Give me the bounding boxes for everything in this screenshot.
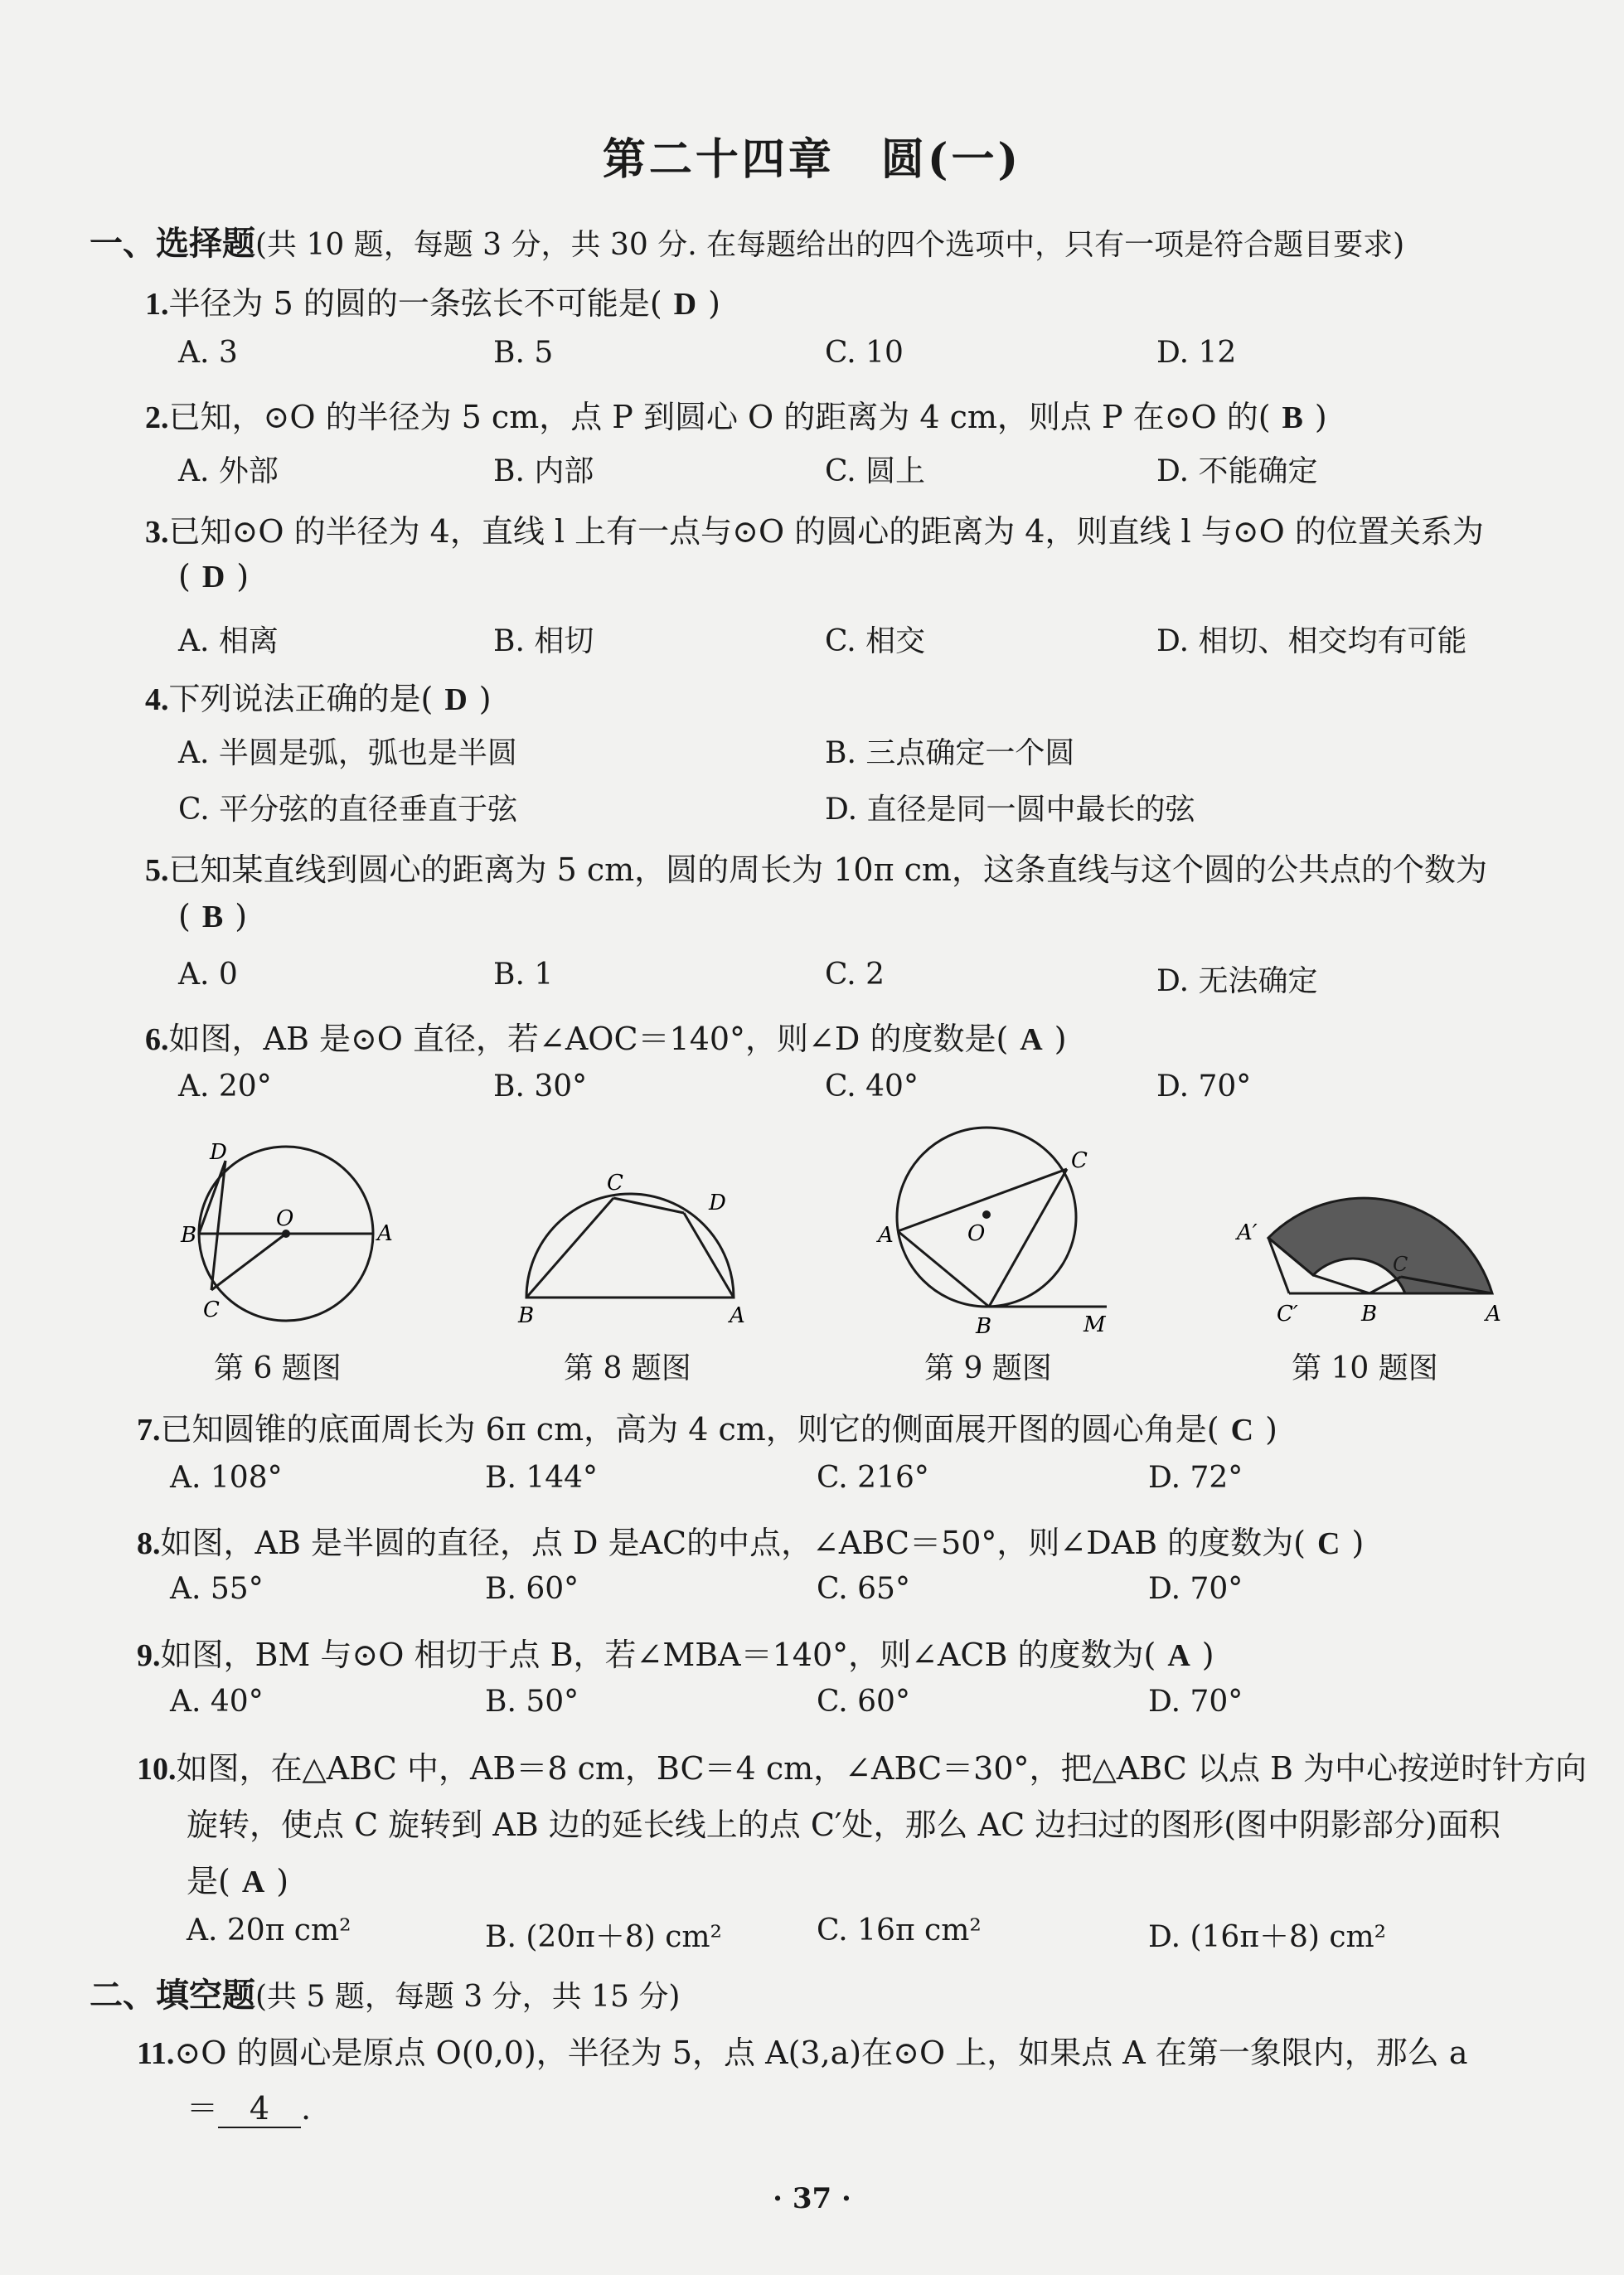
option-a: A. 20°	[178, 1070, 272, 1104]
label-c-prime: C′	[1277, 1302, 1298, 1327]
option-d: D. 直径是同一圆中最长的弦	[825, 793, 1195, 827]
equals-sign: ＝	[187, 2090, 219, 2127]
options-4b	[178, 786, 1588, 827]
question-text: 下列说法正确的是(	[168, 681, 434, 717]
question-4	[145, 673, 492, 719]
option-c: C. 平分弦的直径垂直于弦	[178, 793, 518, 827]
option-c: C. 圆上	[825, 454, 926, 488]
options-5	[178, 958, 1588, 999]
option-b: B. 相切	[493, 624, 594, 658]
options-3	[178, 618, 1588, 659]
option-a: A. 40°	[170, 1685, 264, 1719]
options-7	[170, 1461, 1579, 1502]
question-text: 已知，⊙O 的半径为 5 cm，点 P 到圆心 O 的距离为 4 cm，则点 P 在⊙O 的(	[168, 399, 1271, 435]
options-8	[170, 1572, 1579, 1613]
question-number: 10.	[137, 1752, 177, 1787]
question-number: 5.	[145, 853, 169, 888]
options-2	[178, 448, 1588, 489]
option-d: D. 12	[1156, 336, 1237, 370]
paren: )	[1201, 1637, 1214, 1673]
option-d: D. 70°	[1148, 1572, 1243, 1606]
page-number: · 37 ·	[773, 2182, 851, 2215]
question-number: 9.	[137, 1638, 161, 1673]
option-c: C. 60°	[817, 1685, 910, 1719]
label-c: C	[607, 1171, 623, 1196]
option-c: C. 40°	[825, 1070, 919, 1104]
option-b: B. (20π＋8) cm²	[485, 1920, 722, 1954]
figure-10	[1227, 1157, 1509, 1339]
option-c: C. 16π cm²	[817, 1914, 982, 1948]
question-number: 4.	[145, 682, 169, 717]
label-b: B	[181, 1223, 197, 1248]
option-d: D. 72°	[1148, 1461, 1243, 1495]
option-d: D. 无法确定	[1156, 964, 1318, 998]
question-text: 如图，AB 是半圆的直径，点 D 是AC的中点，∠ABC＝50°，则∠DAB 的度数为(	[160, 1525, 1306, 1561]
label-a: A	[730, 1303, 745, 1328]
option-a: A. 3	[178, 336, 238, 370]
section-1-label: 一、选择题	[90, 224, 255, 263]
label-a: A	[878, 1223, 894, 1248]
section-2-note: (共 5 题，每题 3 分，共 15 分)	[255, 1980, 681, 2014]
question-number: 11.	[137, 2036, 175, 2071]
question-3-answer-line	[178, 558, 249, 595]
question-text: ⊙O 的圆心是原点 O(0,0)，半径为 5，点 A(3,a)在⊙O 上，如果点 A 在第一象限内，那么 a	[174, 2035, 1468, 2071]
paren: )	[236, 558, 250, 594]
question-text: 如图，AB 是⊙O 直径，若∠AOC＝140°，则∠D 的度数是(	[168, 1021, 1009, 1057]
question-number: 2.	[145, 400, 169, 435]
paren: )	[1351, 1525, 1365, 1561]
paren: )	[1314, 399, 1327, 435]
option-d: D. (16π＋8) cm²	[1148, 1920, 1387, 1954]
option-b: B. 30°	[493, 1070, 588, 1104]
paren: )	[276, 1863, 289, 1899]
question-number: 7.	[137, 1413, 161, 1448]
option-d: D. 70°	[1148, 1685, 1243, 1719]
question-text: 已知圆锥的底面周长为 6π cm，高为 4 cm，则它的侧面展开图的圆心角是(	[160, 1411, 1219, 1448]
section-2-label: 二、填空题	[90, 1976, 255, 2015]
paren: (	[178, 558, 191, 594]
options-10	[187, 1914, 1596, 1955]
option-b: B. 60°	[485, 1572, 579, 1606]
label-b: B	[518, 1303, 535, 1328]
label-b: B	[976, 1314, 992, 1339]
options-4a	[178, 730, 1588, 771]
label-d: D	[210, 1140, 227, 1165]
question-6	[145, 1013, 1067, 1059]
figure-9	[866, 1119, 1140, 1343]
label-c: C	[203, 1298, 220, 1322]
section-1-note: (共 10 题，每题 3 分，共 30 分. 在每题给出的四个选项中，只有一项是符合题目要求)	[255, 228, 1405, 262]
answer: A	[1167, 1638, 1190, 1673]
question-10	[137, 1743, 1587, 1788]
option-a: A. 108°	[170, 1461, 283, 1495]
section-1-header	[90, 217, 1404, 264]
option-a: A. 外部	[178, 454, 279, 488]
label-c: C	[1393, 1253, 1408, 1276]
question-2	[145, 391, 1327, 437]
question-number: 6.	[145, 1022, 169, 1057]
answer: C	[1317, 1526, 1340, 1561]
answer: A	[1020, 1022, 1043, 1057]
option-d: D. 不能确定	[1156, 454, 1318, 488]
label-o: O	[967, 1221, 986, 1246]
answer: C	[1230, 1413, 1254, 1448]
chapter-title: 第二十四章 圆(一)	[602, 134, 1022, 185]
question-1	[145, 278, 720, 323]
figure-10-caption: 第 10 题图	[1292, 1351, 1438, 1385]
option-c: C. 216°	[817, 1461, 929, 1495]
answer: A	[241, 1865, 265, 1899]
question-number: 8.	[137, 1526, 161, 1561]
label-b: B	[1361, 1302, 1378, 1327]
question-text: 已知某直线到圆心的距离为 5 cm，圆的周长为 10π cm，这条直线与这个圆的公共点的个数为	[168, 851, 1487, 888]
answer-blank: 4	[218, 2090, 301, 2128]
label-a-prime: A′	[1237, 1220, 1258, 1245]
option-a: A. 相离	[178, 624, 279, 658]
figure-8-caption: 第 8 题图	[564, 1351, 691, 1385]
question-7	[137, 1404, 1277, 1449]
answer: B	[1282, 400, 1303, 435]
question-3	[145, 506, 1484, 551]
question-9	[137, 1629, 1214, 1675]
option-b: B. 1	[493, 958, 554, 992]
question-11-answer-line	[187, 2083, 311, 2128]
label-d: D	[709, 1191, 726, 1215]
question-8	[137, 1517, 1364, 1563]
option-b: B. 50°	[485, 1685, 579, 1719]
question-text: 如图，BM 与⊙O 相切于点 B，若∠MBA＝140°，则∠ACB 的度数为(	[160, 1637, 1156, 1673]
option-c: C. 相交	[825, 624, 926, 658]
answer: D	[444, 682, 468, 717]
paren: )	[478, 681, 492, 717]
option-b: B. 内部	[493, 454, 594, 488]
question-number: 3.	[145, 515, 169, 550]
section-2-header	[90, 1969, 680, 2016]
label-a: A	[1486, 1302, 1501, 1327]
paren: )	[1054, 1021, 1067, 1057]
question-11	[137, 2027, 1468, 2073]
option-b: B. 5	[493, 336, 554, 370]
figure-6	[170, 1136, 410, 1351]
figure-6-caption: 第 6 题图	[214, 1351, 342, 1385]
question-text: 半径为 5 的圆的一条弦长不可能是(	[168, 285, 662, 322]
question-5	[145, 844, 1487, 890]
label-o: O	[276, 1206, 294, 1231]
label-a: A	[377, 1221, 393, 1246]
question-10-line3	[187, 1855, 288, 1901]
option-a: A. 0	[178, 958, 238, 992]
question-text: 是(	[187, 1863, 230, 1899]
question-text: 旋转，使点 C 旋转到 AB 边的延长线上的点 C′处，那么 AC 边扫过的图形(图中阴影部分)面积	[187, 1807, 1500, 1843]
answer: D	[673, 287, 697, 322]
option-d: D. 相切、相交均有可能	[1156, 624, 1467, 658]
option-a: A. 55°	[170, 1572, 264, 1606]
question-5-answer-line	[178, 898, 247, 935]
option-d: D. 70°	[1156, 1070, 1252, 1104]
paren: )	[1265, 1411, 1277, 1448]
label-m: M	[1083, 1312, 1106, 1337]
option-a: A. 20π cm²	[187, 1914, 351, 1948]
label-c: C	[1071, 1148, 1088, 1173]
options-9	[170, 1685, 1579, 1726]
question-text: 如图，在△ABC 中，AB＝8 cm，BC＝4 cm，∠ABC＝30°，把△ABC 以点 B 为中心按逆时针方向	[176, 1750, 1588, 1787]
paren: (	[178, 898, 191, 934]
option-a: A. 半圆是弧，弧也是半圆	[178, 736, 517, 770]
options-6	[178, 1070, 1588, 1111]
option-c: C. 10	[825, 336, 904, 370]
figure-8	[506, 1157, 771, 1339]
paren: )	[235, 898, 248, 934]
question-text: 已知⊙O 的半径为 4，直线 l 上有一点与⊙O 的圆心的距离为 4，则直线 l 与⊙O 的位置关系为	[168, 513, 1484, 550]
answer: D	[201, 560, 225, 594]
paren: )	[708, 285, 720, 322]
answer: B	[201, 900, 224, 934]
options-1	[178, 336, 1588, 377]
option-c: C. 2	[825, 958, 885, 992]
option-c: C. 65°	[817, 1572, 910, 1606]
question-number: 1.	[145, 287, 169, 322]
period: .	[301, 2090, 312, 2127]
question-10-line2	[187, 1799, 1500, 1845]
option-b: B. 144°	[485, 1461, 599, 1495]
option-b: B. 三点确定一个圆	[825, 736, 1075, 770]
figure-9-caption: 第 9 题图	[924, 1351, 1052, 1385]
